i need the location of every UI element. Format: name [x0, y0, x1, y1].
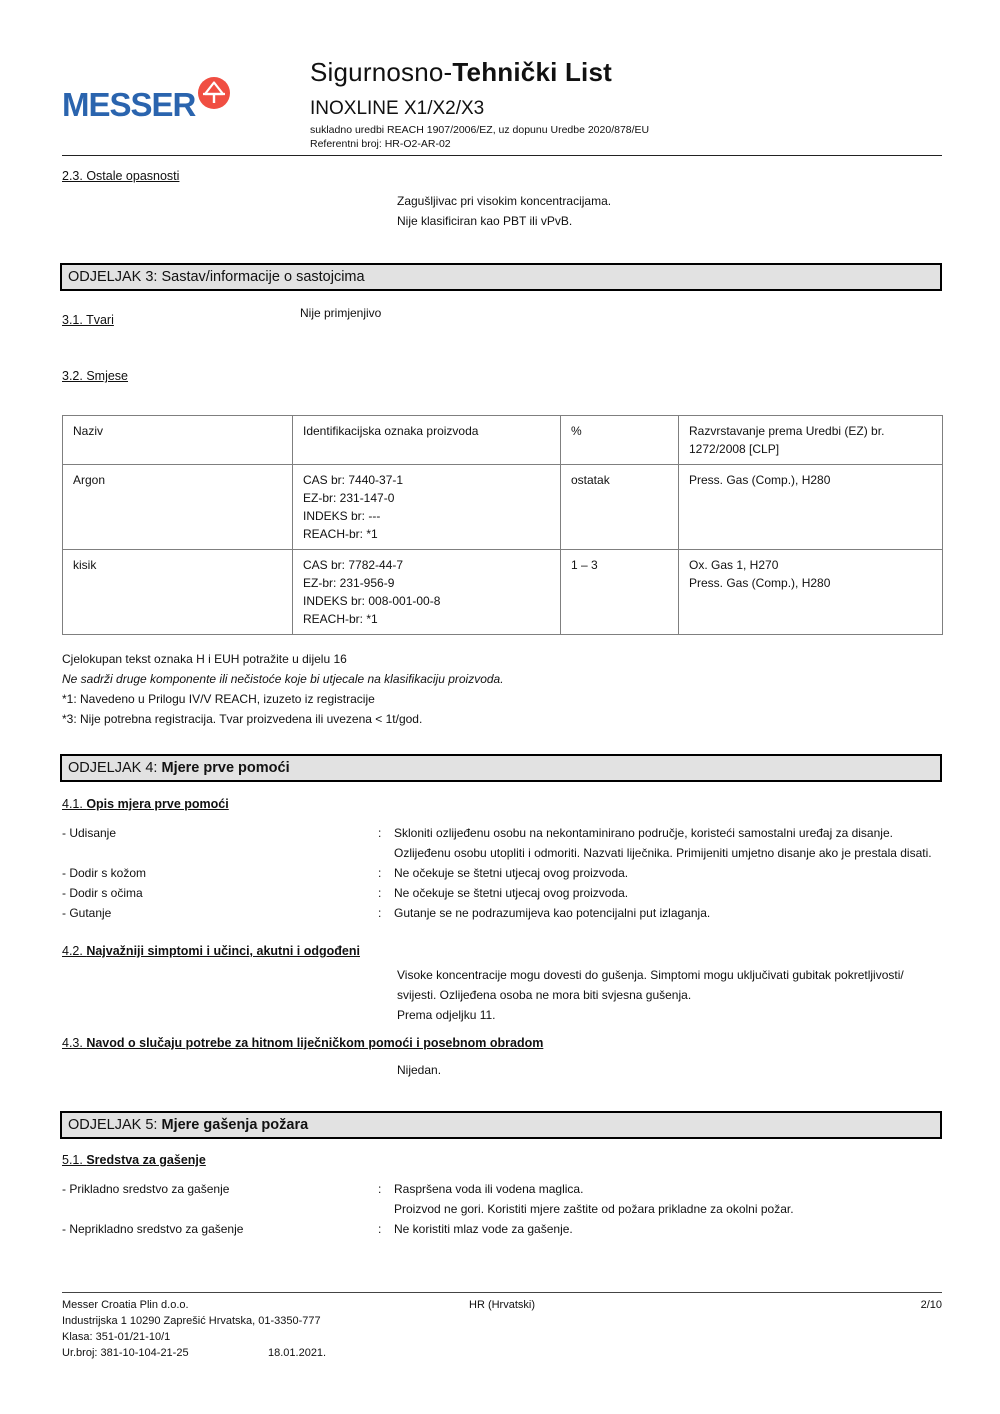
- first-aid-measures: [62, 823, 942, 923]
- substance-name: kisik: [63, 550, 293, 635]
- section-2-3-text: [397, 191, 944, 231]
- document-title-bold: Tehnički List: [452, 57, 612, 87]
- heading-5-1-num: 5.1.: [62, 1153, 87, 1167]
- colon: :: [378, 1222, 382, 1236]
- note-h-euh: Cjelokupan tekst oznaka H i EUH potražite u dijelu 16: [62, 652, 347, 666]
- footer-klasa: Klasa: 351-01/21-10/1: [62, 1331, 171, 1343]
- colon: :: [378, 1182, 382, 1196]
- footer-address: Industrijska 1 10290 Zaprešić Hrvatska, 01-3350-777: [62, 1315, 321, 1327]
- index-number: INDEKS br: 008-001-00-8: [303, 594, 441, 608]
- colon: :: [378, 906, 382, 920]
- heading-5-1: [62, 1153, 206, 1167]
- substances-value: Nije primjenjivo: [300, 306, 382, 320]
- first-aid-value: Gutanje se ne podrazumijeva kao potencijalni put izlaganja.: [394, 906, 711, 920]
- first-aid-row-eyes: [62, 883, 942, 903]
- first-aid-value: Skloniti ozlijeđenu osobu na nekontaminirano područje, koristeći samostalni uređaj za disanje. Ozlijeđenu osobu utopliti i odmoriti. Nazvati liječnika. Primijeniti umjetno disanje ako je prestala disati.: [394, 826, 932, 860]
- messer-logo-icon: [197, 76, 231, 115]
- symptoms-text: [397, 965, 944, 1025]
- suitable-media-row: [62, 1179, 942, 1219]
- first-aid-row-inhalation: [62, 823, 942, 863]
- footer-date: 18.01.2021.: [268, 1347, 327, 1359]
- substance-name: Argon: [63, 465, 293, 550]
- first-aid-label: - Udisanje: [62, 826, 117, 840]
- heading-4-2: [62, 944, 360, 958]
- media-value: [394, 1219, 942, 1239]
- substance-percent: ostatak: [561, 465, 679, 550]
- substance-identifiers: [293, 550, 561, 635]
- pbt-note: Nije klasificiran kao PBT ili vPvB.: [397, 214, 573, 228]
- substance-identifiers: [293, 465, 561, 550]
- footer-urbroj: Ur.broj: 381-10-104-21-25: [62, 1347, 189, 1359]
- footer-row-1: [62, 1298, 942, 1312]
- unsuitable-media-row: [62, 1219, 942, 1239]
- classification-line: Press. Gas (Comp.), H280: [689, 473, 831, 487]
- media-label: - Neprikladno sredstvo za gašenje: [62, 1222, 244, 1236]
- heading-4-1-title: Opis mjera prve pomoći: [86, 797, 229, 811]
- heading-4-1: [62, 797, 229, 811]
- product-name: INOXLINE X1/X2/X3: [310, 98, 485, 119]
- first-aid-label: - Dodir s očima: [62, 886, 143, 900]
- footer-row-4: [62, 1346, 942, 1360]
- section-5-prefix: ODJELJAK 5:: [68, 1117, 162, 1133]
- reach-number: REACH-br: *1: [303, 612, 378, 626]
- section-5-header: [60, 1111, 942, 1139]
- section-3-title: ODJELJAK 3: Sastav/informacije o sastojcima: [68, 269, 365, 285]
- extinguishing-media: [62, 1179, 942, 1239]
- media-value-line: Raspršena voda ili vodena maglica.: [394, 1182, 584, 1196]
- footer: [62, 1298, 942, 1360]
- colon: :: [378, 826, 382, 840]
- colon: :: [378, 866, 382, 880]
- reference-number: Referentni broj: HR-O2-AR-02: [310, 138, 451, 150]
- col-header-naziv: Naziv: [63, 416, 293, 465]
- col-header-class: Razvrstavanje prema Uredbi (EZ) br. 1272/2008 [CLP]: [679, 416, 943, 465]
- section-4-title: Mjere prve pomoći: [161, 760, 290, 776]
- heading-3-1: 3.1. Tvari: [62, 313, 114, 327]
- heading-4-3: [62, 1036, 543, 1050]
- first-aid-label: - Gutanje: [62, 906, 112, 920]
- note-star1: *1: Navedeno u Prilogu IV/V REACH, izuzeto iz registracije: [62, 692, 375, 706]
- asphyxiant-note: Zagušljivac pri visokim koncentracijama.: [397, 194, 612, 208]
- heading-5-1-title: Sredstva za gašenje: [86, 1153, 206, 1167]
- first-aid-value: Ne očekuje se štetni utjecaj ovog proizvoda.: [394, 866, 629, 880]
- footer-page-number: 2/10: [920, 1299, 942, 1311]
- heading-4-3-title: Navod o slučaju potrebe za hitnom liječničkom pomoći i posebnom obradom: [86, 1036, 544, 1050]
- col-header-id: Identifikacijska oznaka proizvoda: [293, 416, 561, 465]
- footer-divider: [62, 1292, 942, 1293]
- cas-number: CAS br: 7782-44-7: [303, 558, 404, 572]
- composition-notes: [62, 649, 942, 729]
- ez-number: EZ-br: 231-147-0: [303, 491, 395, 505]
- heading-3-2: 3.2. Smjese: [62, 369, 129, 383]
- colon: :: [378, 886, 382, 900]
- substance-percent: 1 – 3: [561, 550, 679, 635]
- document-title-regular: Sigurnosno-: [310, 57, 453, 87]
- document-title: [310, 57, 612, 88]
- first-aid-row-ingestion: [62, 903, 942, 923]
- note-impurities: Ne sadrži druge komponente ili nečistoće koje bi utjecale na klasifikaciju proizvoda.: [62, 672, 504, 686]
- col-header-pct: %: [561, 416, 679, 465]
- first-aid-value: Ne očekuje se štetni utjecaj ovog proizvoda.: [394, 886, 629, 900]
- first-aid-row-skin: [62, 863, 942, 883]
- regulation-line: sukladno uredbi REACH 1907/2006/EZ, uz dopunu Uredbe 2020/878/EU: [310, 124, 650, 136]
- ez-number: EZ-br: 231-956-9: [303, 576, 395, 590]
- footer-company: Messer Croatia Plin d.o.o.: [62, 1299, 189, 1311]
- section-4-prefix: ODJELJAK 4:: [68, 760, 162, 776]
- classification-line: Ox. Gas 1, H270: [689, 558, 779, 572]
- heading-4-1-num: 4.1.: [62, 797, 87, 811]
- header-divider: [62, 155, 942, 156]
- medical-attention-text: Nijedan.: [397, 1063, 442, 1077]
- composition-table: [62, 415, 943, 635]
- cas-number: CAS br: 7440-37-1: [303, 473, 404, 487]
- media-value-line: Proizvod ne gori. Koristiti mjere zaštite od požara prikladne za okolni požar.: [394, 1202, 794, 1216]
- media-value: [394, 1179, 942, 1219]
- classification-line: Press. Gas (Comp.), H280: [689, 576, 831, 590]
- heading-4-2-title: Najvažniji simptomi i učinci, akutni i odgođeni: [86, 944, 360, 958]
- substance-classification: [679, 465, 943, 550]
- messer-logo-text: MESSER: [62, 86, 196, 123]
- heading-4-2-num: 4.2.: [62, 944, 87, 958]
- substance-classification: [679, 550, 943, 635]
- heading-2-3: 2.3. Ostale opasnosti: [62, 169, 180, 183]
- note-star3: *3: Nije potrebna registracija. Tvar proizvedena ili uvezena < 1t/god.: [62, 712, 423, 726]
- reach-number: REACH-br: *1: [303, 527, 378, 541]
- section-4-header: [60, 754, 942, 782]
- symptoms-paragraph: Visoke koncentracije mogu dovesti do gušenja. Simptomi mogu uključivati gubitak pokretljivosti/ svijesti. Ozlijeđena osoba ne mora biti svjesna gušenja.: [397, 968, 904, 1002]
- media-value-line: Ne koristiti mlaz vode za gašenje.: [394, 1222, 573, 1236]
- heading-4-3-num: 4.3.: [62, 1036, 87, 1050]
- symptoms-reference: Prema odjeljku 11.: [397, 1008, 496, 1022]
- index-number: INDEKS br: ---: [303, 509, 381, 523]
- section-5-title: Mjere gašenja požara: [161, 1117, 309, 1133]
- footer-language: HR (Hrvatski): [469, 1299, 535, 1311]
- table-row: [63, 550, 943, 635]
- media-label: - Prikladno sredstvo za gašenje: [62, 1182, 230, 1196]
- first-aid-label: - Dodir s kožom: [62, 866, 147, 880]
- section-3-header: [60, 263, 942, 291]
- table-header-row: [63, 416, 943, 465]
- table-row: [63, 465, 943, 550]
